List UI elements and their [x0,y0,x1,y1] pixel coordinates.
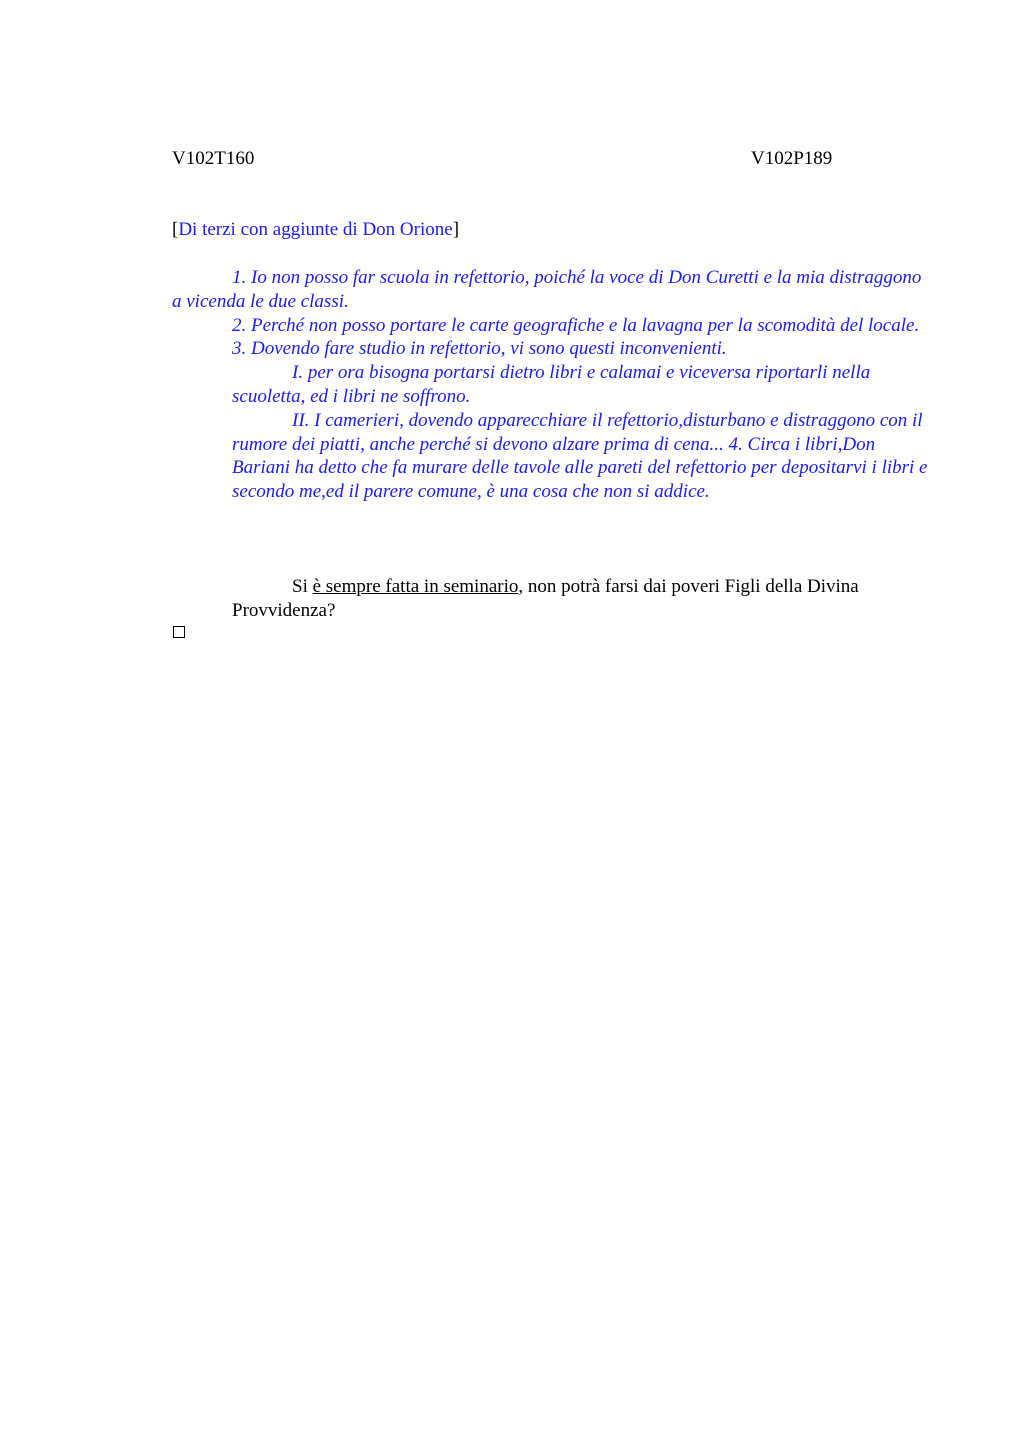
attribution-note [172,218,459,242]
list-item-1: 1. Io non posso far scuola in refettorio, poiché la voce di Don Curetti e la mia distraggono a vicenda le due classi. [172,267,922,312]
closing-suffix: , non potrà farsi dai poveri Figli della Divina Provvidenza? [232,576,859,621]
closing-paragraph [232,575,932,623]
annotated-body [172,266,932,504]
list-item-2: 2. Perché non posso portare le carte geografiche e la lavagna per la scomodità del locale. [232,314,920,336]
sub-item-1: I. per ora bisogna portarsi dietro libri e calamai e viceversa riportarli nella scuoletta, ed i libri ne soffrono. [232,362,871,407]
closing-prefix: Si [292,576,313,597]
document-code-left: V102T160 [172,148,255,169]
document-code-right: V102P189 [751,148,833,169]
sub-item-2: II. I camerieri, dovendo apparecchiare il refettorio,disturbano e distraggono con il rumore dei piatti, anche perché si devono alzare prima di cena... 4. Circa i libri,Don Bariani ha detto che fa murare delle tavole alle pareti del refettorio per depositarvi i libri e secondo me,ed il parere comune, è una cosa che non si addice. [232,409,928,503]
attribution-text: Di terzi con aggiunte di Don Orione [178,219,453,240]
attribution-close-bracket: ] [452,219,460,240]
empty-square-icon [173,626,185,638]
closing-underlined: è sempre fatta in seminario [312,576,519,597]
attribution-open-bracket: [ [172,219,179,240]
list-item-3: 3. Dovendo fare studio in refettorio, vi sono questi inconvenienti. [232,338,727,360]
